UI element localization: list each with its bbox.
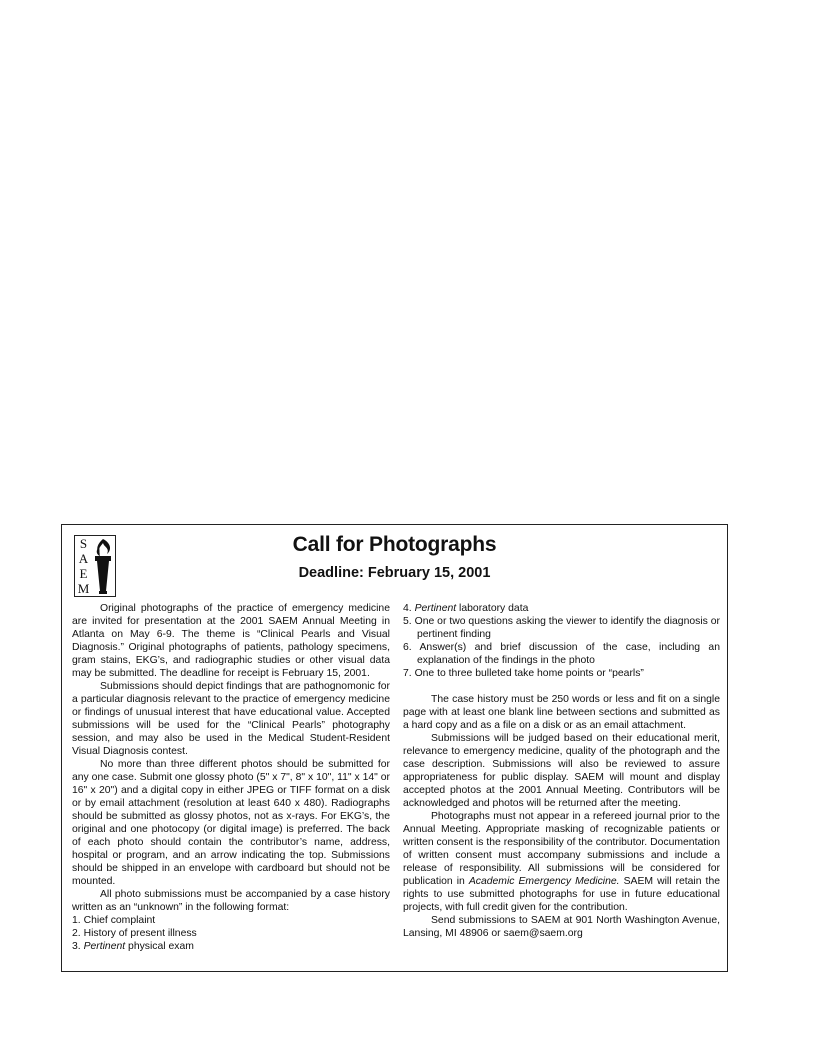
call-for-photographs-notice [61, 524, 728, 972]
list-item: 7. One to three bulleted take home points or “pearls” [403, 668, 644, 679]
logo-letter-m: M [77, 581, 90, 596]
format-list [72, 914, 390, 953]
left-column [72, 602, 390, 953]
list-item: 4. Pertinent laboratory data [403, 603, 529, 614]
right-column [403, 602, 720, 940]
logo-letter-e: E [79, 566, 88, 581]
case-history-paragraph: All photo submissions must be accompanied by a case history written as an “unknown” in the following format: [72, 889, 390, 913]
list-item: 2. History of present illness [72, 928, 197, 939]
page-title: Call for Photographs [292, 533, 497, 556]
logo-letter-a: A [78, 551, 89, 566]
list-item: 6. Answer(s) and brief discussion of the case, including an explanation of the findings in the photo [403, 642, 720, 666]
format-list-continued [403, 602, 720, 680]
intro-paragraph: Original photographs of the practice of emergency medicine are invited for presentation at the 2001 SAEM Annual Meeting in Atlanta on May 6-9. The theme is “Clinical Pearls and Visual Diagnosis.” Original photographs of patients, pathology specimens, gram stains, EKG’s, and radiographic studies or other visual data may be submitted. The deadline for receipt is February 15, 2001. [72, 603, 390, 679]
list-item: 3. Pertinent physical exam [72, 941, 194, 952]
deadline-subtitle: Deadline: February 15, 2001 [298, 565, 491, 581]
send-address-paragraph: Send submissions to SAEM at 901 North Washington Avenue, Lansing, MI 48906 or saem@saem.org [403, 915, 720, 939]
submissions-paragraph: Submissions should depict findings that are pathognomonic for a particular diagnosis relevant to the practice of emergency medicine or findings of unusual interest that have educational value. Accepted submissions will be used for the “Clinical Pearls” photography session, and may also be used in the Medical Student-Resident Visual Diagnosis contest. [72, 681, 390, 757]
photo-requirements-paragraph: No more than three different photos should be submitted for any one case. Submit one glossy photo (5" x 7", 8" x 10", 11" x 14" or 16" x 20") and a digital copy in either JPEG or TIFF format on a disk or by email attachment (resolution at least 640 x 480). Radiographs should be submitted as glossy photos, not as x-rays. For EKG’s, the original and one photocopy (or digital image) is preferred. The back of each photo should contain the contributor’s name, address, hospital or program, and an arrow indicating the top. Submissions should be shipped in an envelope with cardboard but should not be mounted. [72, 759, 390, 887]
judging-paragraph: Submissions will be judged based on their educational merit, relevance to emergency medicine, quality of the photograph and the case description. Submissions will also be reviewed to assure appropriateness for public display. SAEM will mount and display accepted photos at the 2001 Annual Meeting. Contributors will be acknowledged and photos will be returned after the meeting. [403, 733, 720, 809]
word-limit-paragraph: The case history must be 250 words or less and fit on a single page with at least one blank line between sections and submitted as a hard copy and as a file on a disk or as an email attachment. [403, 694, 720, 731]
logo-letter-s: S [79, 536, 88, 551]
publication-paragraph: Photographs must not appear in a refereed journal prior to the Annual Meeting. Appropriate masking of recognizable patients or written consent is the responsibility of the contributor. Documentation of written consent must accompany submissions and include a release of responsibility. All submissions will be considered for publication in Academic Emergency Medicine. SAEM will retain the rights to use submitted photographs for use in future educational projects, with full credit given for the contribution. [403, 811, 721, 913]
list-item: 5. One or two questions asking the viewer to identify the diagnosis or pertinent finding [403, 616, 721, 640]
list-item: 1. Chief complaint [72, 915, 156, 926]
